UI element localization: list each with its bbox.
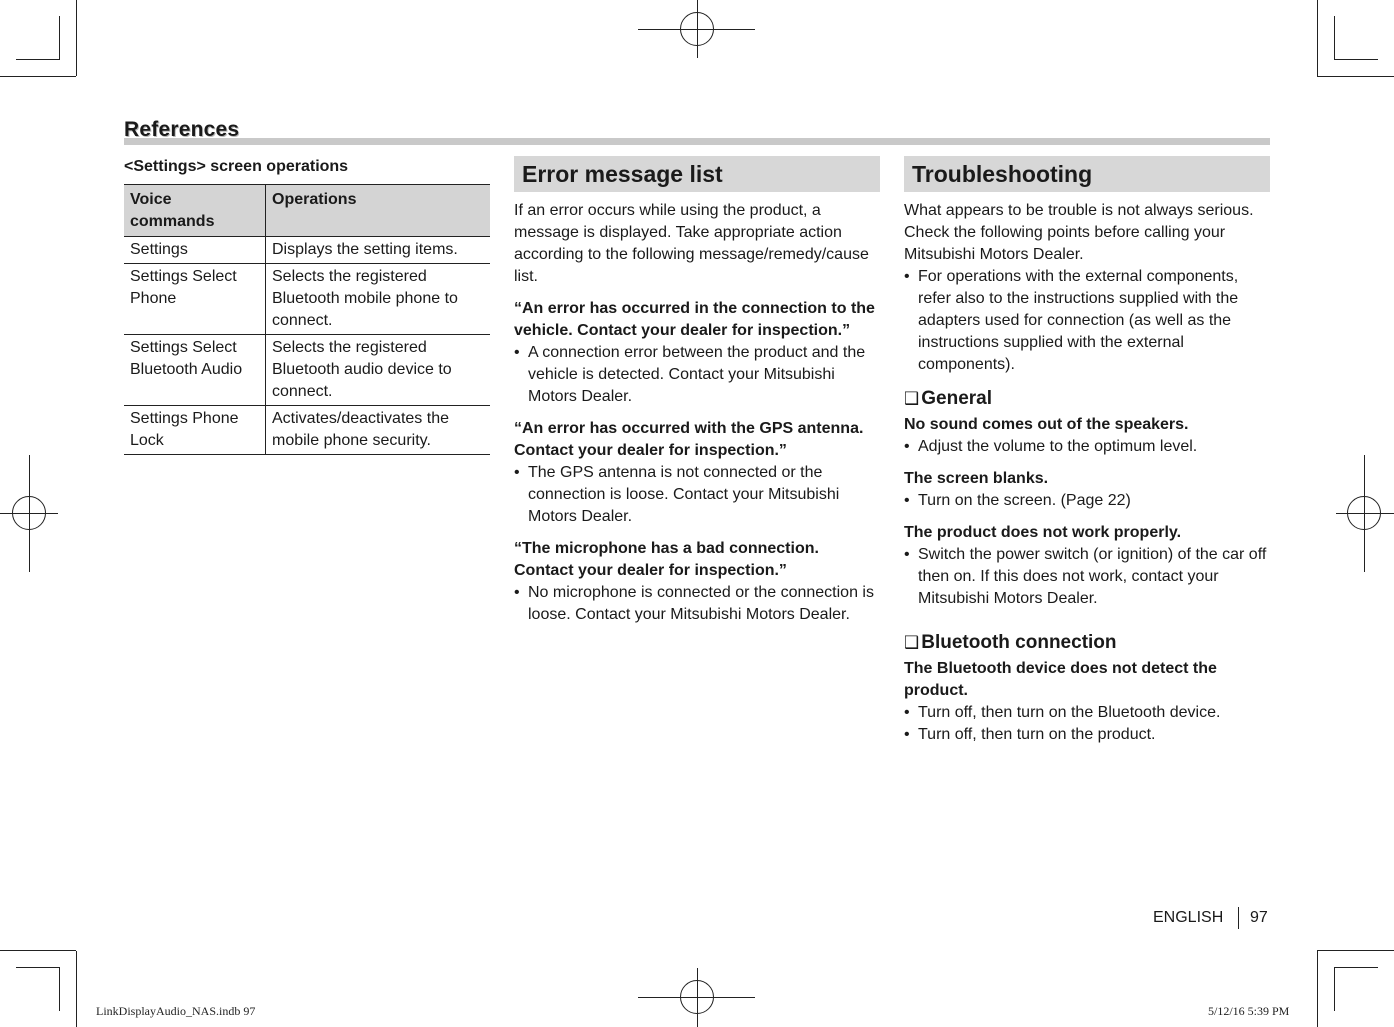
remedy-text: A connection error between the product and the vehicle is detected. Contact your Mitsubishi Motors Dealer. [528,344,866,405]
category-heading-bluetooth [904,632,1270,654]
remedy-list [514,582,880,626]
bullet-icon: • [904,492,910,509]
crop-mark [1317,0,1318,76]
problem-text: No sound comes out of the speakers. [904,416,1189,433]
crop-mark [1317,951,1318,1027]
solution-text: Switch the power switch (or ignition) of the car off then on. If this does not work, contact your Mitsubishi Motors Dealer. [918,546,1267,607]
solution-text: Turn on the screen. (Page 22) [918,492,1131,509]
error-message-column [514,156,880,636]
registration-circle [1347,496,1381,530]
bullet-icon: • [514,344,520,361]
error-list-intro: If an error occurs while using the product, a message is displayed. Take appropriate action according to the following message/remedy/cause list. [514,202,869,285]
bullet-icon: • [514,584,520,601]
category-name: General [921,388,993,409]
category-heading-general [904,388,1270,410]
table-header-row [124,185,490,237]
solution-text: Turn off, then turn on the Bluetooth device. [918,704,1221,721]
crop-mark [0,950,76,951]
problem-text: The product does not work properly. [904,524,1182,541]
list-item [904,702,1270,724]
bullet-icon: • [904,546,910,563]
list-item [904,490,1270,512]
voice-command-cell: Settings [124,237,266,264]
problem-text: The Bluetooth device does not detect the product. [904,660,1217,699]
problem-text: The screen blanks. [904,470,1049,487]
checkbox-icon: ❑ [904,633,920,652]
remedy-text: The GPS antenna is not connected or the connection is loose. Contact your Mitsubishi Motors Dealer. [528,464,840,525]
solution-text: Turn off, then turn on the product. [918,726,1156,743]
crop-mark [1334,967,1378,968]
error-message: “The microphone has a bad connection. Contact your dealer for inspection.” [514,540,819,579]
column-header-voice-commands: Voice commands [124,185,266,237]
registration-circle [12,496,46,530]
bullet-icon: • [904,268,910,285]
list-item [904,544,1270,610]
solution-list [904,490,1270,512]
intro-bullet-text: For operations with the external components, refer also to the instructions supplied with the adapters used for connection (as well as the instructions supplied with the external components). [918,268,1239,373]
crop-mark [1334,16,1335,60]
settings-operations-column [124,156,490,455]
crop-mark [76,0,77,76]
footer-language: ENGLISH [1153,909,1224,926]
registration-circle [680,12,714,46]
voice-command-cell: Settings Select Phone [124,264,266,335]
solution-text: Adjust the volume to the optimum level. [918,438,1198,455]
voice-command-cell: Settings Select Bluetooth Audio [124,335,266,406]
troubleshooting-intro: What appears to be trouble is not always serious. Check the following points before calling your Mitsubishi Motors Dealer. [904,202,1254,263]
crop-mark [0,76,76,77]
table-row [124,406,490,455]
operation-cell: Selects the registered Bluetooth audio device to connect. [266,335,491,406]
solution-list [904,436,1270,458]
troubleshooting-heading: Troubleshooting [904,156,1270,192]
bullet-icon: • [904,704,910,721]
checkbox-icon: ❑ [904,389,920,408]
crop-mark [1317,76,1394,77]
page-number: 97 [1250,909,1268,926]
category-name: Bluetooth connection [921,632,1117,653]
operation-cell: Activates/deactivates the mobile phone security. [266,406,491,455]
registration-circle [680,980,714,1014]
crop-mark [1317,950,1394,951]
list-item [514,582,880,626]
error-message: “An error has occurred in the connection to the vehicle. Contact your dealer for inspection.” [514,300,875,339]
list-item [904,266,1270,376]
settings-operations-title: <Settings> screen operations [124,158,349,175]
error-message-list-heading: Error message list [514,156,880,192]
voice-command-cell: Settings Phone Lock [124,406,266,455]
bullet-icon: • [514,464,520,481]
solution-list [904,702,1270,746]
solution-list [904,544,1270,610]
operation-cell: Displays the setting items. [266,237,491,264]
footer-divider [1238,907,1239,929]
print-slug-file: LinkDisplayAudio_NAS.indb 97 [96,1004,256,1018]
crop-mark [1334,967,1335,1011]
remedy-list [514,342,880,408]
crop-mark [76,951,77,1027]
crop-mark [59,967,60,1011]
bullet-icon: • [904,438,910,455]
remedy-text: No microphone is connected or the connection is loose. Contact your Mitsubishi Motors Dealer. [528,584,874,623]
list-item [904,436,1270,458]
bullet-icon: • [904,726,910,743]
list-item [514,342,880,408]
error-message: “An error has occurred with the GPS antenna. Contact your dealer for inspection.” [514,420,864,459]
table-row [124,335,490,406]
remedy-list [514,462,880,528]
settings-operations-table [124,184,490,455]
column-header-operations: Operations [266,185,491,237]
operation-cell: Selects the registered Bluetooth mobile phone to connect. [266,264,491,335]
crop-mark [16,967,60,968]
list-item [514,462,880,528]
print-slug-date: 5/12/16 5:39 PM [1208,1004,1290,1018]
crop-mark [1334,59,1378,60]
table-row [124,237,490,264]
crop-mark [16,59,60,60]
list-item [904,724,1270,746]
page-header-title: References [124,118,240,141]
intro-bullet-list [904,266,1270,376]
crop-mark [59,16,60,60]
table-row [124,264,490,335]
header-rule [124,138,1270,145]
troubleshooting-column [904,156,1270,756]
